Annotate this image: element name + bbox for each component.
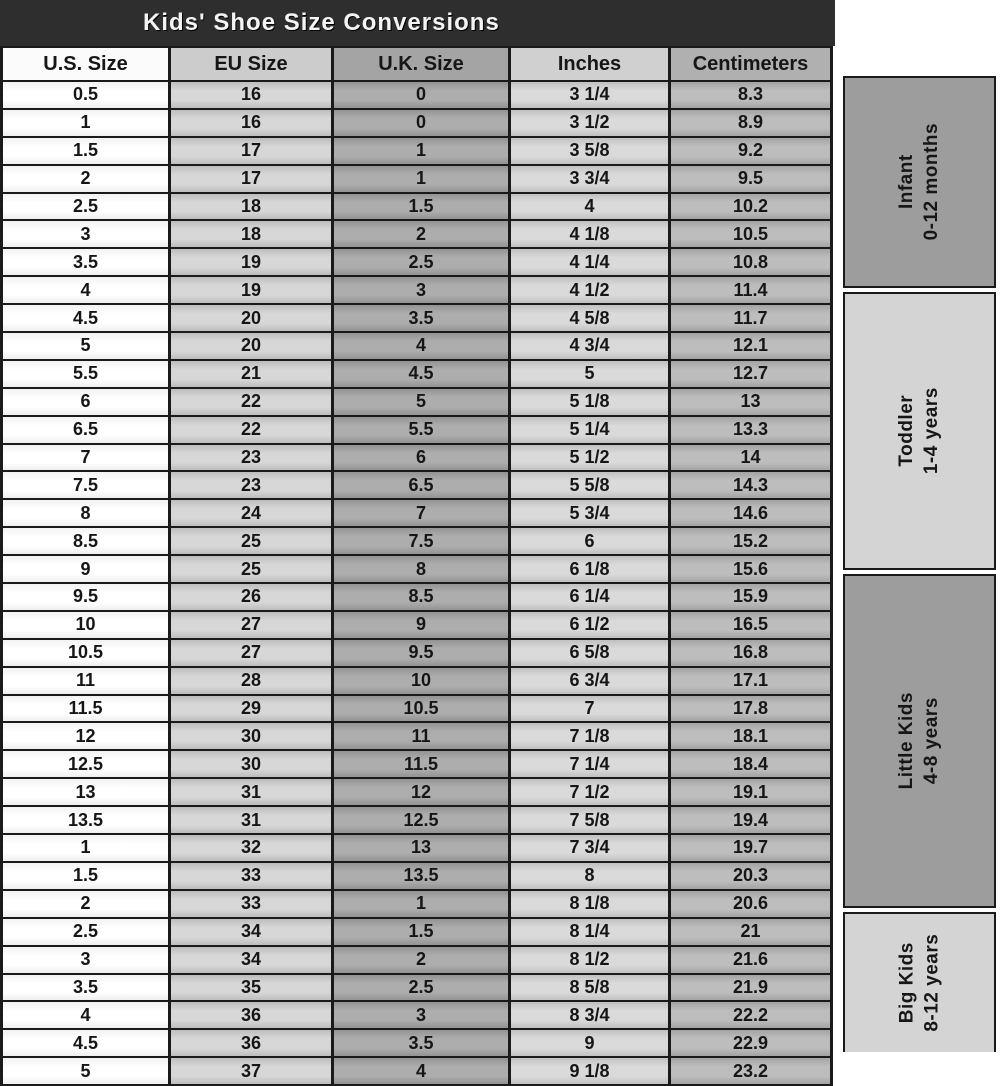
table-cell: 9 1/8 — [511, 1058, 671, 1084]
table-cell: 12.7 — [671, 361, 833, 387]
table-cell: 7 — [511, 696, 671, 722]
table-cell: 9 — [511, 1030, 671, 1056]
table-cell: 6.5 — [334, 472, 511, 498]
table-cell: 4 — [334, 333, 511, 359]
table-cell: 11 — [3, 668, 171, 694]
table-cell: 28 — [171, 668, 334, 694]
table-cell: 21.6 — [671, 947, 833, 973]
table-cell: 7 — [334, 500, 511, 526]
table-cell: 3 1/2 — [511, 110, 671, 136]
table-cell: 9 — [334, 612, 511, 638]
table-cell: 36 — [171, 1002, 334, 1028]
table-cell: 4 1/8 — [511, 221, 671, 247]
table-cell: 6 — [334, 445, 511, 471]
table-cell: 13.5 — [3, 807, 171, 833]
table-cell: 10.5 — [334, 696, 511, 722]
table-cell: 15.6 — [671, 556, 833, 582]
table-cell: 8.5 — [334, 584, 511, 610]
column-header-inches: Inches — [511, 48, 671, 80]
table-row — [3, 947, 833, 975]
table-row — [3, 723, 833, 751]
table-cell: 33 — [171, 863, 334, 889]
table-header-row — [3, 48, 833, 82]
table-cell: 7 1/8 — [511, 723, 671, 749]
table-row — [3, 249, 833, 277]
table-cell: 3 1/4 — [511, 82, 671, 108]
table-cell: 23 — [171, 445, 334, 471]
table-row — [3, 668, 833, 696]
table-cell: 6 5/8 — [511, 640, 671, 666]
table-cell: 9.5 — [3, 584, 171, 610]
table-row — [3, 389, 833, 417]
table-cell: 22 — [171, 389, 334, 415]
table-cell: 18.1 — [671, 723, 833, 749]
table-cell: 1.5 — [3, 863, 171, 889]
title-bar — [0, 0, 835, 46]
table-cell: 21 — [171, 361, 334, 387]
table-cell: 1.5 — [334, 919, 511, 945]
age-group-big-kids-label — [895, 934, 944, 1032]
table-cell: 6 3/4 — [511, 668, 671, 694]
table-cell: 8 — [3, 500, 171, 526]
table-cell: 8 5/8 — [511, 975, 671, 1001]
table-cell: 5 — [3, 333, 171, 359]
table-row — [3, 1058, 833, 1086]
table-row — [3, 975, 833, 1003]
column-header-us-size: U.S. Size — [3, 48, 171, 80]
age-group-big-kids — [843, 912, 996, 1052]
table-cell: 25 — [171, 556, 334, 582]
table-cell: 20 — [171, 333, 334, 359]
age-group-little-kids-label — [895, 692, 944, 789]
table-cell: 4 1/2 — [511, 277, 671, 303]
table-cell: 3 — [3, 221, 171, 247]
column-header-eu-size: EU Size — [171, 48, 334, 80]
table-cell: 4.5 — [334, 361, 511, 387]
table-cell: 10 — [334, 668, 511, 694]
conversion-table — [0, 46, 833, 1086]
table-cell: 22.2 — [671, 1002, 833, 1028]
age-group-little-kids — [843, 574, 996, 908]
table-cell: 9.2 — [671, 138, 833, 164]
table-cell: 11.5 — [3, 696, 171, 722]
table-cell: 18 — [171, 194, 334, 220]
table-cell: 7 — [3, 445, 171, 471]
table-cell: 7.5 — [3, 472, 171, 498]
table-cell: 7.5 — [334, 528, 511, 554]
table-cell: 11.4 — [671, 277, 833, 303]
table-cell: 6 1/2 — [511, 612, 671, 638]
table-row — [3, 305, 833, 333]
table-cell: 13.5 — [334, 863, 511, 889]
table-cell: 9 — [3, 556, 171, 582]
table-cell: 5.5 — [334, 417, 511, 443]
table-cell: 1.5 — [3, 138, 171, 164]
table-row — [3, 807, 833, 835]
table-cell: 4 — [3, 1002, 171, 1028]
table-cell: 8 1/2 — [511, 947, 671, 973]
table-cell: 4 3/4 — [511, 333, 671, 359]
table-cell: 6 1/4 — [511, 584, 671, 610]
table-cell: 19.4 — [671, 807, 833, 833]
age-group-toddler — [843, 292, 996, 570]
table-cell: 6 — [3, 389, 171, 415]
table-cell: 5 3/4 — [511, 500, 671, 526]
table-cell: 8 1/8 — [511, 891, 671, 917]
table-cell: 19.7 — [671, 835, 833, 861]
table-cell: 14.3 — [671, 472, 833, 498]
table-row — [3, 138, 833, 166]
table-cell: 13 — [671, 389, 833, 415]
age-group-range: 8-12 years — [920, 934, 942, 1032]
table-cell: 0 — [334, 110, 511, 136]
table-row — [3, 1002, 833, 1030]
table-cell: 9.5 — [334, 640, 511, 666]
table-cell: 15.2 — [671, 528, 833, 554]
table-cell: 19 — [171, 277, 334, 303]
table-cell: 2.5 — [334, 975, 511, 1001]
table-row — [3, 891, 833, 919]
table-cell: 26 — [171, 584, 334, 610]
table-cell: 21.9 — [671, 975, 833, 1001]
table-row — [3, 361, 833, 389]
table-cell: 1 — [334, 891, 511, 917]
table-cell: 36 — [171, 1030, 334, 1056]
table-cell: 0 — [334, 82, 511, 108]
table-cell: 14 — [671, 445, 833, 471]
table-body — [3, 82, 833, 1086]
age-group-range: 0-12 months — [920, 123, 942, 241]
table-row — [3, 500, 833, 528]
table-row — [3, 919, 833, 947]
table-cell: 7 3/4 — [511, 835, 671, 861]
table-cell: 8 — [511, 863, 671, 889]
table-cell: 8.9 — [671, 110, 833, 136]
table-cell: 16.5 — [671, 612, 833, 638]
table-cell: 4.5 — [3, 1030, 171, 1056]
table-cell: 2 — [3, 166, 171, 192]
table-cell: 3.5 — [334, 305, 511, 331]
table-cell: 24 — [171, 500, 334, 526]
age-group-range: 1-4 years — [920, 387, 942, 475]
table-cell: 13 — [3, 779, 171, 805]
table-cell: 2.5 — [3, 919, 171, 945]
table-cell: 6.5 — [3, 417, 171, 443]
age-group-name: Little Kids — [895, 692, 917, 790]
table-cell: 2 — [334, 947, 511, 973]
table-cell: 4 1/4 — [511, 249, 671, 275]
table-row — [3, 556, 833, 584]
table-cell: 6 1/8 — [511, 556, 671, 582]
table-row — [3, 528, 833, 556]
table-row — [3, 333, 833, 361]
table-row — [3, 584, 833, 612]
table-cell: 8 — [334, 556, 511, 582]
table-cell: 3.5 — [334, 1030, 511, 1056]
table-cell: 10.2 — [671, 194, 833, 220]
table-cell: 17.8 — [671, 696, 833, 722]
age-group-name: Toddler — [895, 395, 917, 467]
table-cell: 5 1/8 — [511, 389, 671, 415]
table-cell: 5 — [511, 361, 671, 387]
table-cell: 2 — [3, 891, 171, 917]
table-row — [3, 110, 833, 138]
table-cell: 17.1 — [671, 668, 833, 694]
table-row — [3, 472, 833, 500]
table-cell: 20.6 — [671, 891, 833, 917]
table-cell: 19 — [171, 249, 334, 275]
table-cell: 2.5 — [334, 249, 511, 275]
table-cell: 34 — [171, 919, 334, 945]
table-cell: 6 — [511, 528, 671, 554]
table-cell: 1.5 — [334, 194, 511, 220]
table-cell: 12 — [3, 723, 171, 749]
table-row — [3, 863, 833, 891]
table-cell: 12.5 — [3, 751, 171, 777]
table-cell: 5 — [3, 1058, 171, 1084]
table-cell: 17 — [171, 138, 334, 164]
table-cell: 11 — [334, 723, 511, 749]
table-cell: 37 — [171, 1058, 334, 1084]
table-cell: 14.6 — [671, 500, 833, 526]
table-cell: 2.5 — [3, 194, 171, 220]
table-cell: 22 — [171, 417, 334, 443]
table-row — [3, 835, 833, 863]
table-cell: 27 — [171, 640, 334, 666]
table-row — [3, 221, 833, 249]
age-group-range: 4-8 years — [920, 697, 942, 785]
table-cell: 20.3 — [671, 863, 833, 889]
table-row — [3, 612, 833, 640]
table-cell: 3.5 — [3, 249, 171, 275]
table-row — [3, 82, 833, 110]
table-cell: 12.5 — [334, 807, 511, 833]
table-row — [3, 194, 833, 222]
table-cell: 30 — [171, 751, 334, 777]
table-cell: 20 — [171, 305, 334, 331]
table-cell: 13.3 — [671, 417, 833, 443]
table-cell: 4 5/8 — [511, 305, 671, 331]
table-cell: 23 — [171, 472, 334, 498]
table-row — [3, 417, 833, 445]
table-cell: 3 5/8 — [511, 138, 671, 164]
column-header-centimeters: Centimeters — [671, 48, 833, 80]
table-cell: 5 1/4 — [511, 417, 671, 443]
table-cell: 12 — [334, 779, 511, 805]
table-cell: 23.2 — [671, 1058, 833, 1084]
table-cell: 29 — [171, 696, 334, 722]
age-group-name: Infant — [895, 154, 917, 210]
column-header-uk-size: U.K. Size — [334, 48, 511, 80]
table-cell: 27 — [171, 612, 334, 638]
age-group-name: Big Kids — [895, 942, 917, 1024]
table-cell: 4 — [3, 277, 171, 303]
table-cell: 3 — [334, 277, 511, 303]
table-cell: 10.5 — [671, 221, 833, 247]
table-cell: 1 — [3, 835, 171, 861]
table-cell: 13 — [334, 835, 511, 861]
table-cell: 22.9 — [671, 1030, 833, 1056]
table-cell: 19.1 — [671, 779, 833, 805]
table-cell: 9.5 — [671, 166, 833, 192]
table-row — [3, 779, 833, 807]
table-cell: 7 1/4 — [511, 751, 671, 777]
table-cell: 32 — [171, 835, 334, 861]
table-cell: 35 — [171, 975, 334, 1001]
table-cell: 21 — [671, 919, 833, 945]
table-cell: 30 — [171, 723, 334, 749]
table-cell: 5 5/8 — [511, 472, 671, 498]
table-cell: 10.5 — [3, 640, 171, 666]
table-row — [3, 1030, 833, 1058]
table-cell: 3.5 — [3, 975, 171, 1001]
table-cell: 31 — [171, 779, 334, 805]
age-group-infant — [843, 76, 996, 288]
table-cell: 25 — [171, 528, 334, 554]
table-cell: 5.5 — [3, 361, 171, 387]
table-cell: 1 — [3, 110, 171, 136]
table-cell: 0.5 — [3, 82, 171, 108]
table-cell: 33 — [171, 891, 334, 917]
table-cell: 18 — [171, 221, 334, 247]
table-cell: 4 — [511, 194, 671, 220]
table-cell: 8 1/4 — [511, 919, 671, 945]
table-cell: 5 — [334, 389, 511, 415]
page-title: Kids' Shoe Size Conversions — [143, 9, 500, 36]
age-group-toddler-label — [895, 388, 944, 475]
table-cell: 31 — [171, 807, 334, 833]
table-cell: 8 3/4 — [511, 1002, 671, 1028]
table-row — [3, 751, 833, 779]
table-cell: 34 — [171, 947, 334, 973]
table-cell: 5 1/2 — [511, 445, 671, 471]
table-cell: 8.3 — [671, 82, 833, 108]
table-cell: 15.9 — [671, 584, 833, 610]
table-row — [3, 445, 833, 473]
table-cell: 2 — [334, 221, 511, 247]
table-cell: 4.5 — [3, 305, 171, 331]
table-cell: 1 — [334, 138, 511, 164]
table-cell: 17 — [171, 166, 334, 192]
table-cell: 18.4 — [671, 751, 833, 777]
table-cell: 10 — [3, 612, 171, 638]
table-row — [3, 696, 833, 724]
table-cell: 16 — [171, 82, 334, 108]
table-cell: 10.8 — [671, 249, 833, 275]
table-cell: 7 5/8 — [511, 807, 671, 833]
age-group-infant-label — [895, 123, 944, 240]
table-cell: 12.1 — [671, 333, 833, 359]
table-cell: 4 — [334, 1058, 511, 1084]
table-cell: 8.5 — [3, 528, 171, 554]
table-cell: 16.8 — [671, 640, 833, 666]
table-cell: 1 — [334, 166, 511, 192]
table-row — [3, 166, 833, 194]
table-cell: 11.5 — [334, 751, 511, 777]
table-cell: 3 — [3, 947, 171, 973]
table-cell: 3 3/4 — [511, 166, 671, 192]
table-cell: 3 — [334, 1002, 511, 1028]
table-cell: 7 1/2 — [511, 779, 671, 805]
table-row — [3, 277, 833, 305]
table-cell: 16 — [171, 110, 334, 136]
table-cell: 11.7 — [671, 305, 833, 331]
table-row — [3, 640, 833, 668]
